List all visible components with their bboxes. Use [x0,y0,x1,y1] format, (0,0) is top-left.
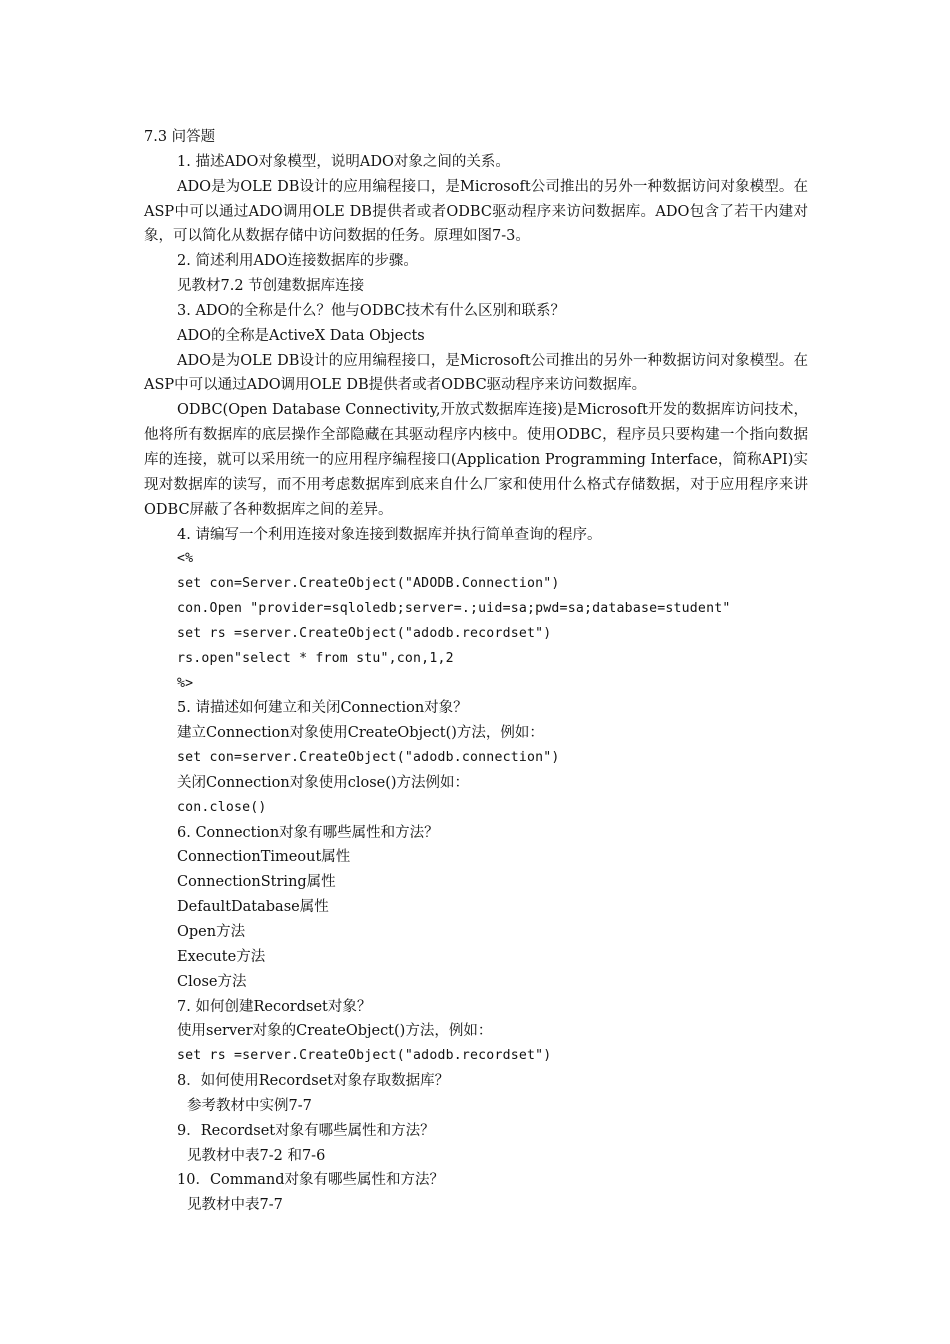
answer-6-item: Execute方法 [177,948,266,965]
answer-3-para1: ADO是为OLE DB设计的应用编程接口，是Microsoft公司推出的另外一种数据访问对象模型。在ASP中可以通过ADO调用OLE DB提供者或者ODBC驱动程序来访问数据库。 [144,352,808,394]
answer-6-item: ConnectionString属性 [177,874,336,891]
code-line: set rs =server.CreateObject("adodb.recordset") [177,625,552,641]
code-line: set con=Server.CreateObject("ADODB.Connection") [177,576,560,592]
question-7: 7. 如何创建Recordset对象？ [177,998,372,1015]
question-4: 4. 请编写一个利用连接对象连接到数据库并执行简单查询的程序。 [177,526,602,543]
answer-5-line: 建立Connection对象使用CreateObject()方法，例如： [177,725,544,742]
question-9: 9．Recordset对象有哪些属性和方法？ [177,1122,435,1139]
answer-5-line: 关闭Connection对象使用close()方法例如： [177,774,470,791]
question-10: 10．Command对象有哪些属性和方法？ [177,1172,445,1189]
code-line: con.Open "provider=sqloledb;server=.;uid=sa;pwd=sa;database=student" [177,601,731,617]
answer-9: 见教材中表7-2 和7-6 [187,1147,326,1164]
answer-10: 见教材中表7-7 [187,1197,283,1214]
answer-7-code: set rs =server.CreateObject("adodb.recordset") [177,1048,552,1064]
code-line: rs.open"select * from stu",con,1,2 [177,650,454,666]
answer-6-item: ConnectionTimeout属性 [177,849,351,866]
question-1: 1. 描述ADO对象模型，说明ADO对象之间的关系。 [177,153,510,170]
answer-6-item: DefaultDatabase属性 [177,899,329,916]
document-page [144,125,808,1218]
question-6: 6. Connection对象有哪些属性和方法？ [177,824,439,841]
answer-2: 见教材7.2 节创建数据库连接 [177,278,365,295]
code-line: <% [177,551,194,567]
question-2: 2. 简述利用ADO连接数据库的步骤。 [177,253,418,270]
question-8: 8．如何使用Recordset对象存取数据库？ [177,1073,450,1090]
answer-5-code: con.close() [177,799,267,815]
code-line: %> [177,675,194,691]
question-3: 3. ADO的全称是什么？他与ODBC技术有什么区别和联系？ [177,302,565,319]
answer-6-item: Open方法 [177,924,246,940]
answer-6-item: Close方法 [177,973,247,990]
section-title: 7.3 问答题 [144,129,216,145]
question-5: 5. 请描述如何建立和关闭Connection对象？ [177,700,468,717]
answer-1: ADO是为OLE DB设计的应用编程接口，是Microsoft公司推出的另外一种数据访问对象模型。在ASP中可以通过ADO调用OLE DB提供者或者ODBC驱动程序来访问数据库。ADO包含了若干内建对象，可以简化从数据存储中访问数据的任务。原理如图7-3。 [144,178,808,245]
answer-5-code: set con=server.CreateObject("adodb.connection") [177,750,560,766]
answer-3-line1: ADO的全称是ActiveX Data Objects [177,327,425,344]
answer-8: 参考教材中实例7-7 [187,1097,312,1114]
answer-3-para2: ODBC(Open Database Connectivity,开放式数据库连接)是Microsoft开发的数据库访问技术，他将所有数据库的底层操作全部隐藏在其驱动程序内核中。使用ODBC，程序员只要构建一个指向数据库的连接，就可以采用统一的应用程序编程接口(Application Programming Interface，简称API)实现对数据库的读写，而不用考虑数据库到底来自什么厂家和使用什么格式存储数据，对于应用程序来讲ODBC屏蔽了各种数据库之间的差异。 [144,402,808,518]
answer-7-line: 使用server对象的CreateObject()方法，例如： [177,1023,493,1040]
